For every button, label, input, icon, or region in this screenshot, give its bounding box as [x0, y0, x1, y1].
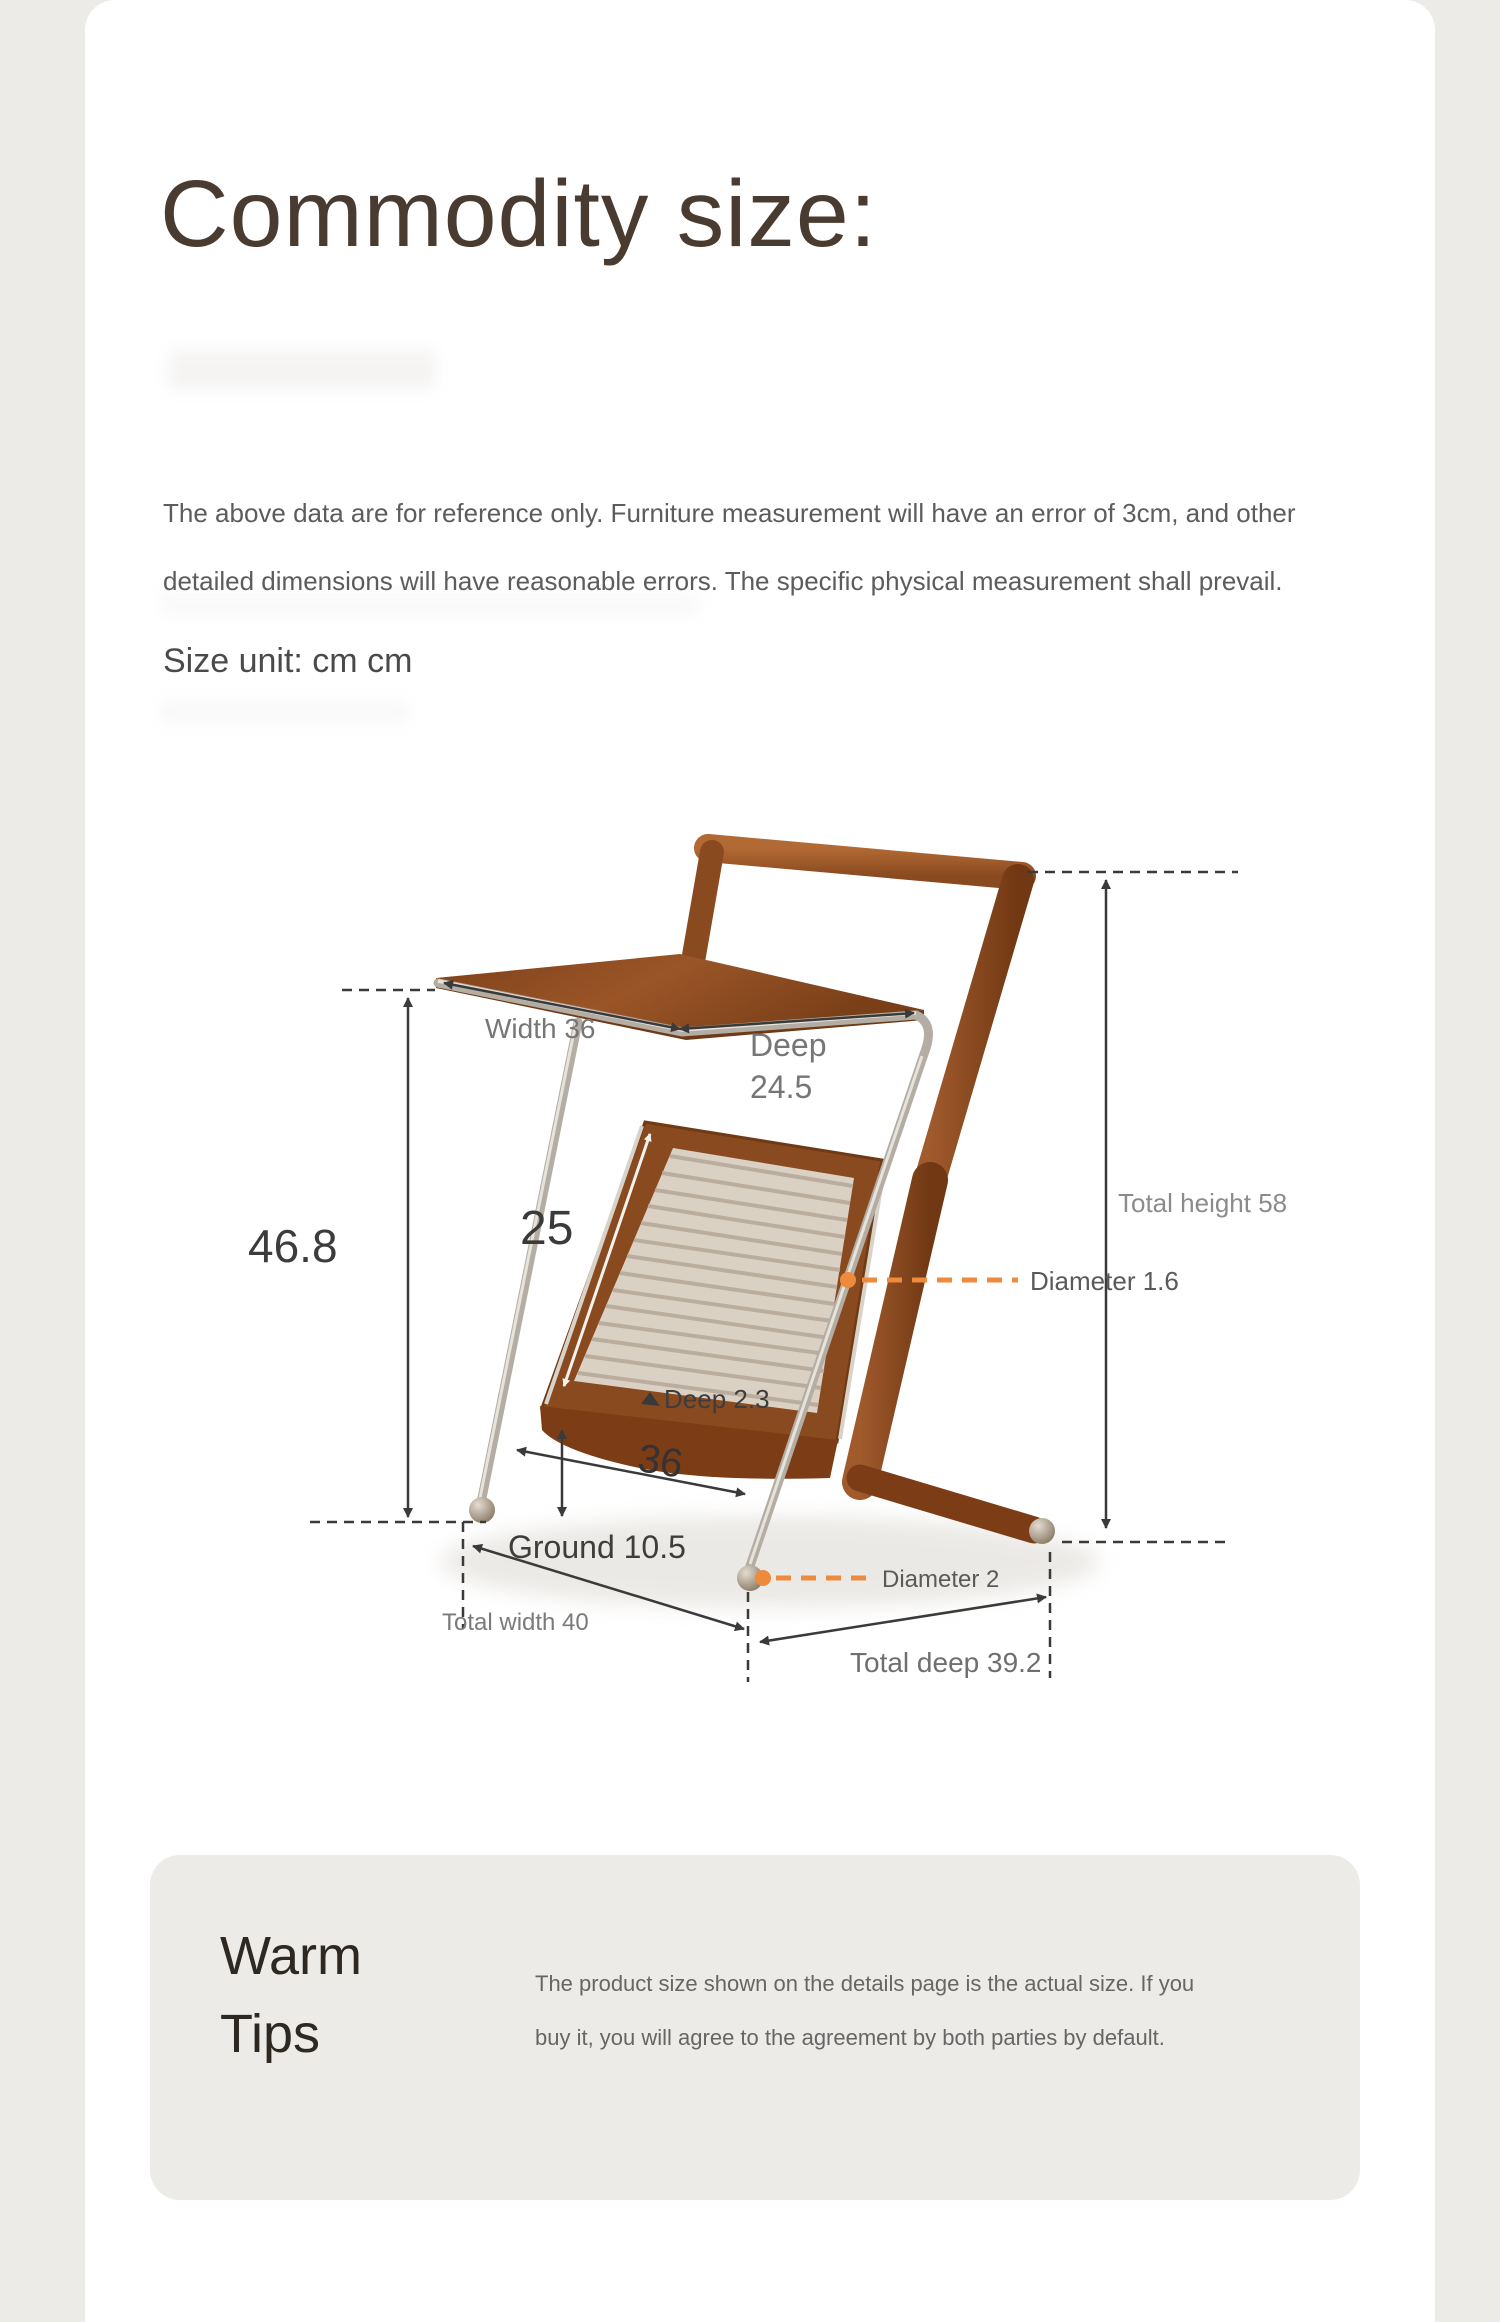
- label-width-top: Width 36: [485, 1013, 596, 1044]
- warm-tips-heading-line-1: Warm: [220, 1926, 362, 1986]
- label-deep-bottom: Deep 2.3: [664, 1384, 770, 1414]
- label-total-deep: Total deep 39.2: [850, 1647, 1042, 1678]
- label-ground-clearance: Ground 10.5: [508, 1529, 686, 1565]
- warm-tips-heading-line-2: Tips: [220, 2004, 321, 2064]
- faded-watermark-text: [168, 350, 436, 390]
- warm-tips-body-line-2: buy it, you will agree to the agreement by both parties by default.: [535, 2025, 1165, 2050]
- warm-tips-panel: [150, 1855, 1360, 2200]
- disclaimer-line-2: detailed dimensions will have reasonable errors. The specific physical measurement shall prevail.: [163, 566, 1283, 596]
- warm-tips-body-line-1: The product size shown on the details page is the actual size. If you: [535, 1971, 1195, 1996]
- label-deep-top-1: Deep: [750, 1027, 827, 1063]
- label-total-height: Total height 58: [1118, 1188, 1288, 1218]
- wood-right-leg: [860, 1180, 1034, 1530]
- label-diameter-wheel: Diameter 2: [882, 1566, 1000, 1593]
- page-title: Commodity size:: [160, 161, 878, 267]
- label-total-width: Total width 40: [442, 1609, 589, 1636]
- faded-watermark-text: [160, 700, 410, 724]
- warm-tips-heading: [220, 1917, 362, 2073]
- label-rack-width: 36: [634, 1436, 686, 1487]
- furniture-dimension-figure: [230, 830, 1290, 1690]
- dimension-diagram: [230, 830, 1290, 1690]
- label-diameter-rod: Diameter 1.6: [1030, 1266, 1179, 1296]
- disclaimer-line-1: The above data are for reference only. Furniture measurement will have an error of 3cm, and other: [163, 498, 1296, 528]
- label-deep-top-2: 24.5: [750, 1069, 813, 1105]
- label-rack-height: 25: [520, 1202, 574, 1255]
- size-unit-label: Size unit: cm cm: [163, 642, 413, 680]
- label-height-left: 46.8: [248, 1220, 338, 1272]
- magazine-rack-panel: [540, 1122, 885, 1479]
